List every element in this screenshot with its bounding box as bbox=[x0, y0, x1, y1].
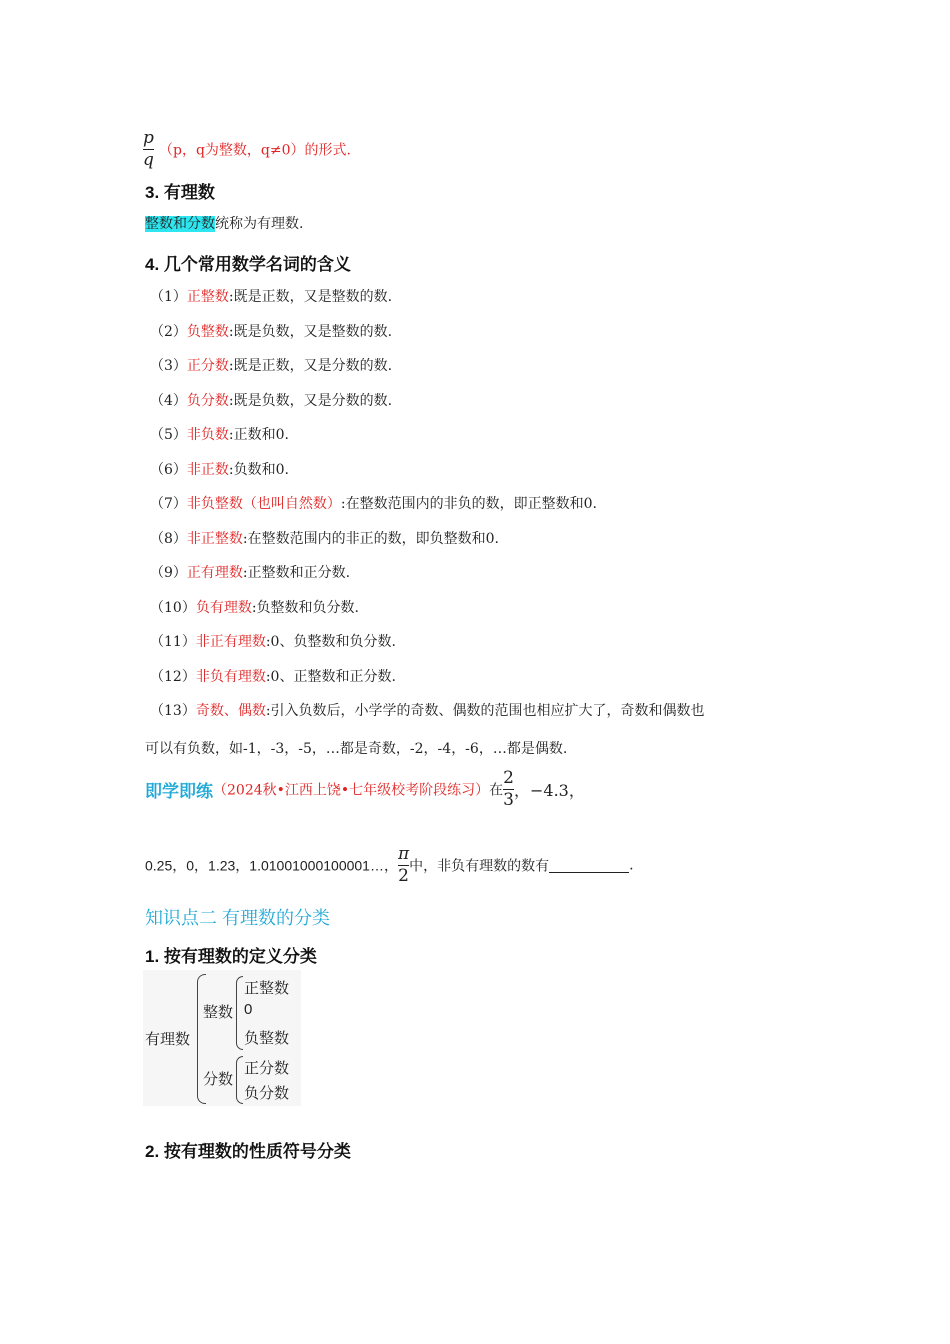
highlight-integers-fractions: 整数和分数 bbox=[145, 216, 215, 232]
practice-lead: 在 bbox=[489, 782, 504, 799]
term-item-13: （13）奇数、偶数:引入负数后，小学学的奇数、偶数的范围也相应扩大了，奇数和偶数也 bbox=[150, 703, 705, 719]
term-name: 正有理数 bbox=[186, 565, 243, 581]
term-item-13-cont: 可以有负数，如-1，-3，-5，…都是奇数，-2，-4，-6，…都是偶数. bbox=[145, 741, 568, 757]
kp2-sub1: 1. 按有理数的定义分类 bbox=[145, 947, 317, 966]
section-3-title: 3. 有理数 bbox=[145, 183, 215, 202]
tree-root: 有理数 bbox=[145, 1031, 191, 1048]
fraction-brace bbox=[236, 1056, 243, 1104]
classification-tree bbox=[143, 970, 301, 1106]
term-desc: :既是正数，又是分数的数. bbox=[228, 358, 393, 374]
term-desc: :既是负数，又是整数的数. bbox=[228, 324, 393, 340]
practice-numbers: 0.25，0，1.23，1.01001000100001…， bbox=[145, 857, 398, 874]
term-desc: :负整数和负分数. bbox=[251, 600, 359, 616]
term-item-10: （10）负有理数:负整数和负分数. bbox=[150, 600, 359, 616]
term-desc: :在整数范围内的非负的数，即正整数和0. bbox=[340, 496, 597, 512]
two-thirds: $\frac{2}{3}$ bbox=[503, 768, 514, 810]
term-item-1: （1）正整数:既是正数，又是整数的数. bbox=[150, 289, 393, 305]
practice-label: 即学即练 bbox=[145, 782, 213, 801]
term-item-9: （9）正有理数:正整数和正分数. bbox=[150, 565, 351, 581]
answer-blank[interactable] bbox=[549, 858, 629, 873]
kp2-sub2: 2. 按有理数的性质符号分类 bbox=[145, 1142, 351, 1161]
section-4-title: 4. 几个常用数学名词的含义 bbox=[145, 255, 351, 274]
term-desc: :正整数和正分数. bbox=[242, 565, 351, 581]
fraction-def-line bbox=[143, 130, 351, 169]
tree-int-zero: 0 bbox=[244, 1001, 253, 1018]
term-name: 非负数 bbox=[186, 427, 229, 443]
term-desc: :既是负数，又是分数的数. bbox=[228, 393, 393, 409]
term-name: 非负整数（也叫自然数） bbox=[186, 496, 341, 512]
pi-over-two: $\frac{\pi}{2}$ bbox=[397, 844, 410, 886]
term-item-8: （8）非正整数:在整数范围内的非正的数，即负整数和0. bbox=[150, 531, 499, 547]
term-desc: :0、负整数和负分数. bbox=[265, 634, 396, 650]
term-name: 非负有理数 bbox=[195, 669, 266, 685]
term-desc: :在整数范围内的非正的数，即负整数和0. bbox=[242, 531, 499, 547]
term-name: 非正整数 bbox=[186, 531, 243, 547]
term-item-3: （3）正分数:既是正数，又是分数的数. bbox=[150, 358, 393, 374]
term-desc: :负数和0. bbox=[228, 462, 289, 478]
practice-after-frac: ，−4.3， bbox=[513, 781, 585, 800]
term-desc: :正数和0. bbox=[228, 427, 289, 443]
term-name: 正分数 bbox=[186, 358, 229, 374]
term-name: 负整数 bbox=[186, 324, 229, 340]
practice-source: （2024秋•江西上饶•七年级校考阶段练习） bbox=[213, 782, 490, 799]
fraction-def-text: （p，q为整数，q≠0）的形式. bbox=[158, 142, 351, 159]
frac-num: p bbox=[143, 128, 154, 148]
tree-integer: 整数 bbox=[203, 1004, 234, 1021]
kp2-title: 知识点二 有理数的分类 bbox=[145, 908, 330, 928]
term-item-2: （2）负整数:既是负数，又是整数的数. bbox=[150, 324, 393, 340]
practice-question: 中，非负有理数的数有 bbox=[409, 858, 550, 875]
frac-den: q bbox=[143, 150, 154, 170]
term-item-6: （6）非正数:负数和0. bbox=[150, 462, 289, 478]
tree-frac-negative: 负分数 bbox=[244, 1085, 290, 1102]
tree-int-negative: 负整数 bbox=[244, 1030, 290, 1047]
tree-frac-positive: 正分数 bbox=[244, 1060, 290, 1077]
term-item-4: （4）负分数:既是负数，又是分数的数. bbox=[150, 393, 393, 409]
term-item-7: （7）非负整数（也叫自然数）:在整数范围内的非负的数，即正整数和0. bbox=[150, 496, 597, 512]
term-name: 负分数 bbox=[186, 393, 229, 409]
p-over-q bbox=[143, 130, 154, 169]
term-name: 负有理数 bbox=[195, 600, 252, 616]
term-name: 非正有理数 bbox=[195, 634, 266, 650]
term-name: 非正数 bbox=[186, 462, 229, 478]
term-desc: :引入负数后，小学学的奇数、偶数的范围也相应扩大了，奇数和偶数也 bbox=[265, 703, 705, 719]
term-desc: :0、正整数和正分数. bbox=[265, 669, 396, 685]
term-item-11: （11）非正有理数:0、负整数和负分数. bbox=[150, 634, 396, 650]
tree-fraction: 分数 bbox=[203, 1071, 234, 1088]
practice-line-2: 0.25，0，1.23，1.01001000100001…， $\frac{\pi}{2}$ 中，非负有理数的数有 . bbox=[145, 844, 634, 886]
tree-int-positive: 正整数 bbox=[244, 980, 290, 997]
section-3-line bbox=[145, 213, 303, 233]
term-name: 正整数 bbox=[186, 289, 229, 305]
term-item-12: （12）非负有理数:0、正整数和正分数. bbox=[150, 669, 396, 685]
term-name: 奇数、偶数 bbox=[195, 703, 266, 719]
practice-line-1 bbox=[145, 770, 585, 809]
term-item-5: （5）非负数:正数和0. bbox=[150, 427, 289, 443]
term-desc: :既是正数，又是整数的数. bbox=[228, 289, 393, 305]
integer-brace bbox=[236, 976, 243, 1050]
section-3-rest: 统称为有理数. bbox=[215, 216, 304, 232]
